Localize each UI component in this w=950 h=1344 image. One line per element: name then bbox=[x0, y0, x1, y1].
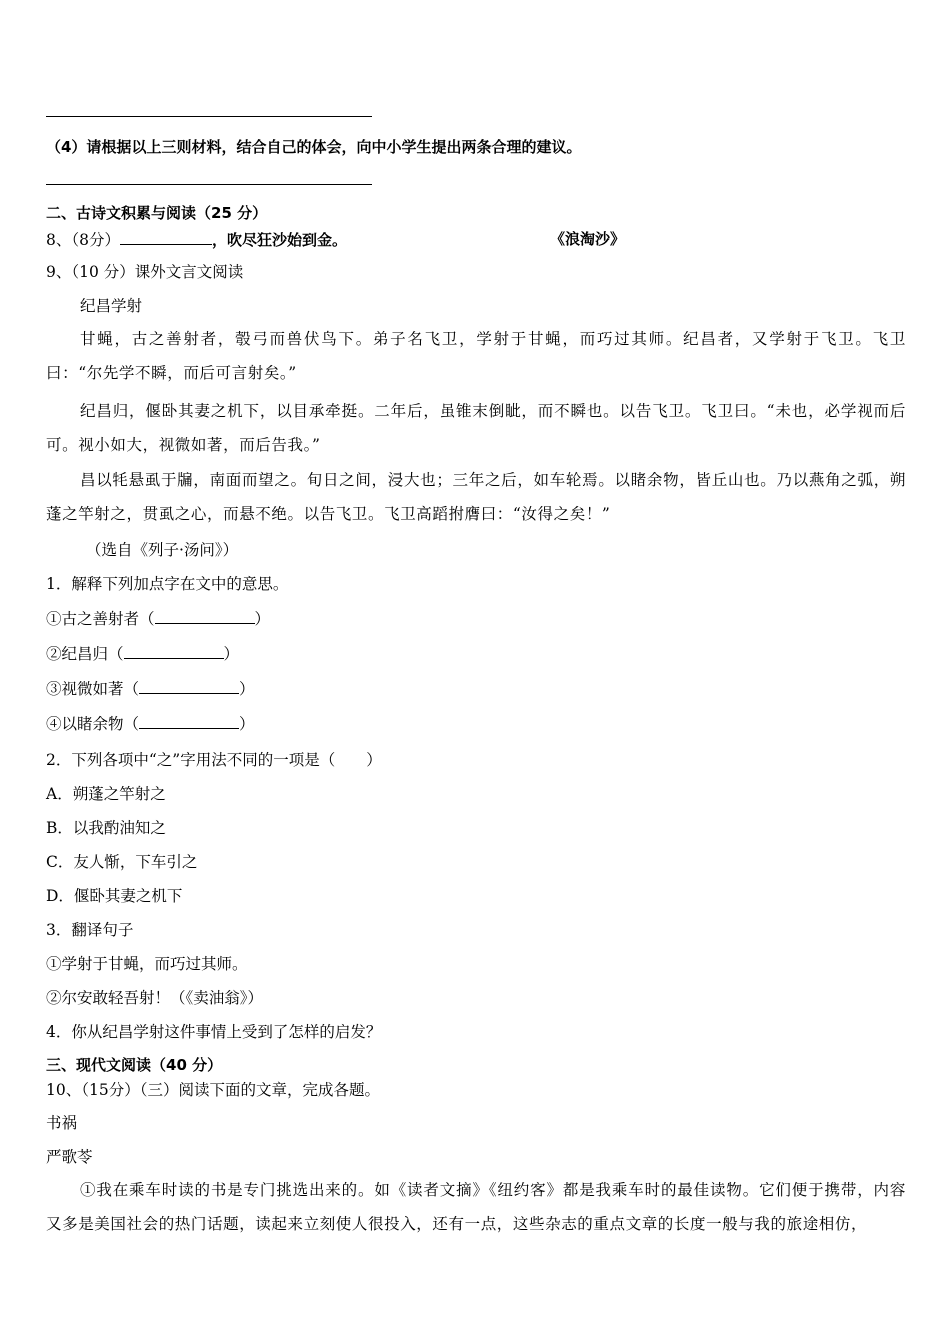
q8-text: ，吹尽狂沙始到金。 bbox=[211, 231, 347, 249]
answer-line bbox=[46, 184, 372, 185]
passage-title: 纪昌学射 bbox=[80, 297, 143, 315]
option-a: A．朔蓬之竿射之 bbox=[46, 785, 166, 803]
q8-blank bbox=[120, 229, 212, 245]
article-author: 严歌苓 bbox=[46, 1148, 93, 1166]
sub-question-4: 4．你从纪昌学射这件事情上受到了怎样的启发？ bbox=[46, 1023, 382, 1041]
list-item: ④以睹余物（ ） bbox=[46, 715, 255, 733]
passage-paragraph: 昌以牦悬虱于牖，南面而望之。旬日之间，浸大也；三年之后，如车轮焉。以睹余物，皆丘山也。乃以燕角之弧，朔蓬之竿射之，贯虱之心，而悬不绝。以告飞卫。飞卫高蹈拊膺曰：“汝得之矣！” bbox=[46, 471, 906, 523]
sub-question-1: 1．解释下列加点字在文中的意思。 bbox=[46, 575, 289, 593]
q8-source: 《浪淘沙》 bbox=[550, 230, 626, 248]
list-item: ①古之善射者（ ） bbox=[46, 610, 271, 628]
q4-prompt: （4）请根据以上三则材料，结合自己的体会，向中小学生提出两条合理的建议。 bbox=[46, 138, 582, 156]
article-title: 书祸 bbox=[46, 1114, 78, 1132]
passage-paragraph: 纪昌归，偃卧其妻之机下，以目承牵挺。二年后，虽锥末倒眦，而不瞬也。以告飞卫。飞卫曰。“未也，必学视而后可。视小如大，视微如著，而后告我。” bbox=[46, 402, 906, 454]
answer-blank bbox=[124, 643, 224, 659]
q10-header: 10、（15分）（三）阅读下面的文章，完成各题。 bbox=[46, 1081, 380, 1099]
section2-title: 二、古诗文积累与阅读（25 分） bbox=[46, 204, 268, 222]
section3-title: 三、现代文阅读（40 分） bbox=[46, 1056, 223, 1074]
answer-line bbox=[46, 116, 372, 117]
list-item: ②尔安敢轻吾射！（《卖油翁》） bbox=[46, 989, 264, 1007]
passage-paragraph: 甘蝇，古之善射者，彀弓而兽伏鸟下。弟子名飞卫，学射于甘蝇，而巧过其师。纪昌者，又学射于飞卫。飞卫曰：“尔先学不瞬，而后可言射矣。” bbox=[46, 330, 906, 382]
sub-question-2: 2．下列各项中“之”字用法不同的一项是（ ） bbox=[46, 751, 382, 769]
article-paragraph: ①我在乘车时读的书是专门挑选出来的。如《读者文摘》《纽约客》都是我乘车时的最佳读物。它们便于携带，内容又多是美国社会的热门话题，读起来立刻使人很投入，还有一点，这些杂志的重点文章的长度一般与我的旅途相仿， bbox=[46, 1181, 906, 1233]
sub-question-3: 3．翻译句子 bbox=[46, 921, 134, 939]
q8-number: 8、（8分） bbox=[46, 231, 120, 249]
option-b: B．以我酌油知之 bbox=[46, 819, 166, 837]
option-c: C．友人惭，下车引之 bbox=[46, 853, 198, 871]
answer-blank bbox=[139, 713, 239, 729]
list-item: ②纪昌归（ ） bbox=[46, 645, 240, 663]
q9-header: 9、（10 分）课外文言文阅读 bbox=[46, 263, 244, 281]
answer-blank bbox=[139, 678, 239, 694]
q8-line bbox=[46, 229, 347, 250]
answer-blank bbox=[155, 608, 255, 624]
list-item: ①学射于甘蝇，而巧过其师。 bbox=[46, 955, 248, 973]
list-item: ③视微如著（ ） bbox=[46, 680, 255, 698]
passage-source: （选自《列子·汤问》） bbox=[86, 541, 239, 559]
option-d: D．偃卧其妻之机下 bbox=[46, 887, 183, 905]
